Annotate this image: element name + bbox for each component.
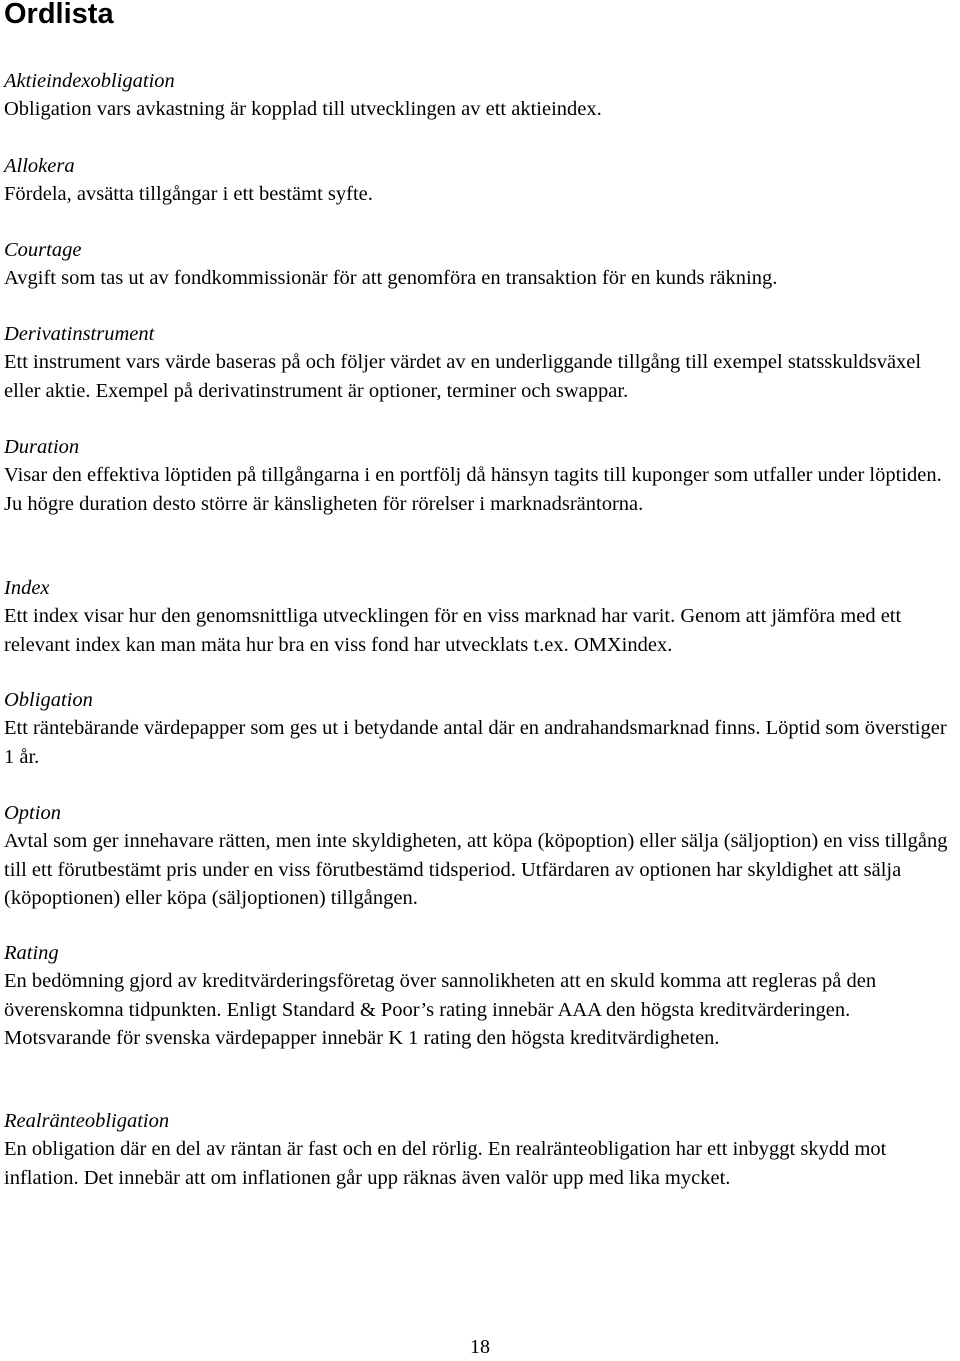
glossary-entry-realranteobligation	[4, 1107, 956, 1192]
glossary-term: Courtage	[4, 239, 82, 261]
glossary-term: Obligation	[4, 689, 93, 711]
glossary-term: Realränteobligation	[4, 1110, 170, 1132]
glossary-entry-duration	[4, 433, 956, 518]
glossary-term: Option	[4, 802, 61, 824]
glossary-term: Rating	[4, 942, 59, 964]
glossary-definition: Obligation vars avkastning är kopplad till utvecklingen av ett aktieindex.	[4, 98, 602, 121]
glossary-entry-obligation	[4, 686, 956, 771]
glossary-definition: Ett index visar hur den genomsnittliga utvecklingen för en viss marknad har varit. Genom att jämföra med ett relevant index kan man mäta hur bra en viss fond har utvecklats t.ex. OMXindex.	[4, 605, 902, 656]
glossary-definition: En obligation där en del av räntan är fast och en del rörlig. En realränteobligation har ett inbyggt skydd mot inflation. Det innebär att om inflationen går upp räknas även valör upp med lika mycket.	[4, 1138, 887, 1189]
glossary-entry-derivatinstrument	[4, 320, 956, 405]
glossary-entry-rating	[4, 939, 956, 1052]
page-title: Ordlista	[4, 0, 114, 30]
glossary-definition: En bedömning gjord av kreditvärderingsföretag över sannolikheten att en skuld komma att regleras på den överenskomna tidpunkten. Enligt Standard & Poor’s rating innebär AAA den högsta kreditvärderingen. Motsvarande för svenska värdepapper innebär K 1 rating den högsta kreditvärdigheten.	[4, 970, 877, 1049]
glossary-entry-courtage	[4, 236, 956, 293]
glossary-term: Derivatinstrument	[4, 323, 155, 345]
glossary-definition: Visar den effektiva löptiden på tillgångarna i en portfölj då hänsyn tagits till kuponger som utfaller under löptiden. Ju högre duration desto större är känsligheten för rörelser i marknadsräntorna.	[4, 464, 942, 515]
glossary-term: Allokera	[4, 155, 75, 177]
glossary-term: Aktieindexobligation	[4, 70, 175, 92]
glossary-definition: Avgift som tas ut av fondkommissionär för att genomföra en transaktion för en kunds räkning.	[4, 267, 778, 290]
glossary-definition: Ett instrument vars värde baseras på och följer värdet av en underliggande tillgång till exempel statsskuldsväxel eller aktie. Exempel på derivatinstrument är optioner, terminer och swappar.	[4, 351, 922, 402]
page-number: 18	[470, 1336, 490, 1358]
glossary-entry-aktieindexobligation	[4, 67, 956, 124]
glossary-definition: Ett räntebärande värdepapper som ges ut i betydande antal där en andrahandsmarknad finns. Löptid som överstiger 1 år.	[4, 717, 947, 768]
glossary-entry-option	[4, 799, 956, 912]
glossary-entry-allokera	[4, 152, 956, 209]
glossary-definition: Fördela, avsätta tillgångar i ett bestämt syfte.	[4, 183, 373, 206]
glossary-entry-index	[4, 574, 956, 659]
glossary-term: Duration	[4, 436, 80, 458]
glossary-definition: Avtal som ger innehavare rätten, men inte skyldigheten, att köpa (köpoption) eller sälja (säljoption) en viss tillgång till ett förutbestämt pris under en viss förutbestämd tidsperiod. Utfärdaren av optionen har skyldighet att sälja (köpoptionen) eller köpa (säljoptionen) tillgången.	[4, 830, 948, 909]
glossary-term: Index	[4, 577, 50, 599]
